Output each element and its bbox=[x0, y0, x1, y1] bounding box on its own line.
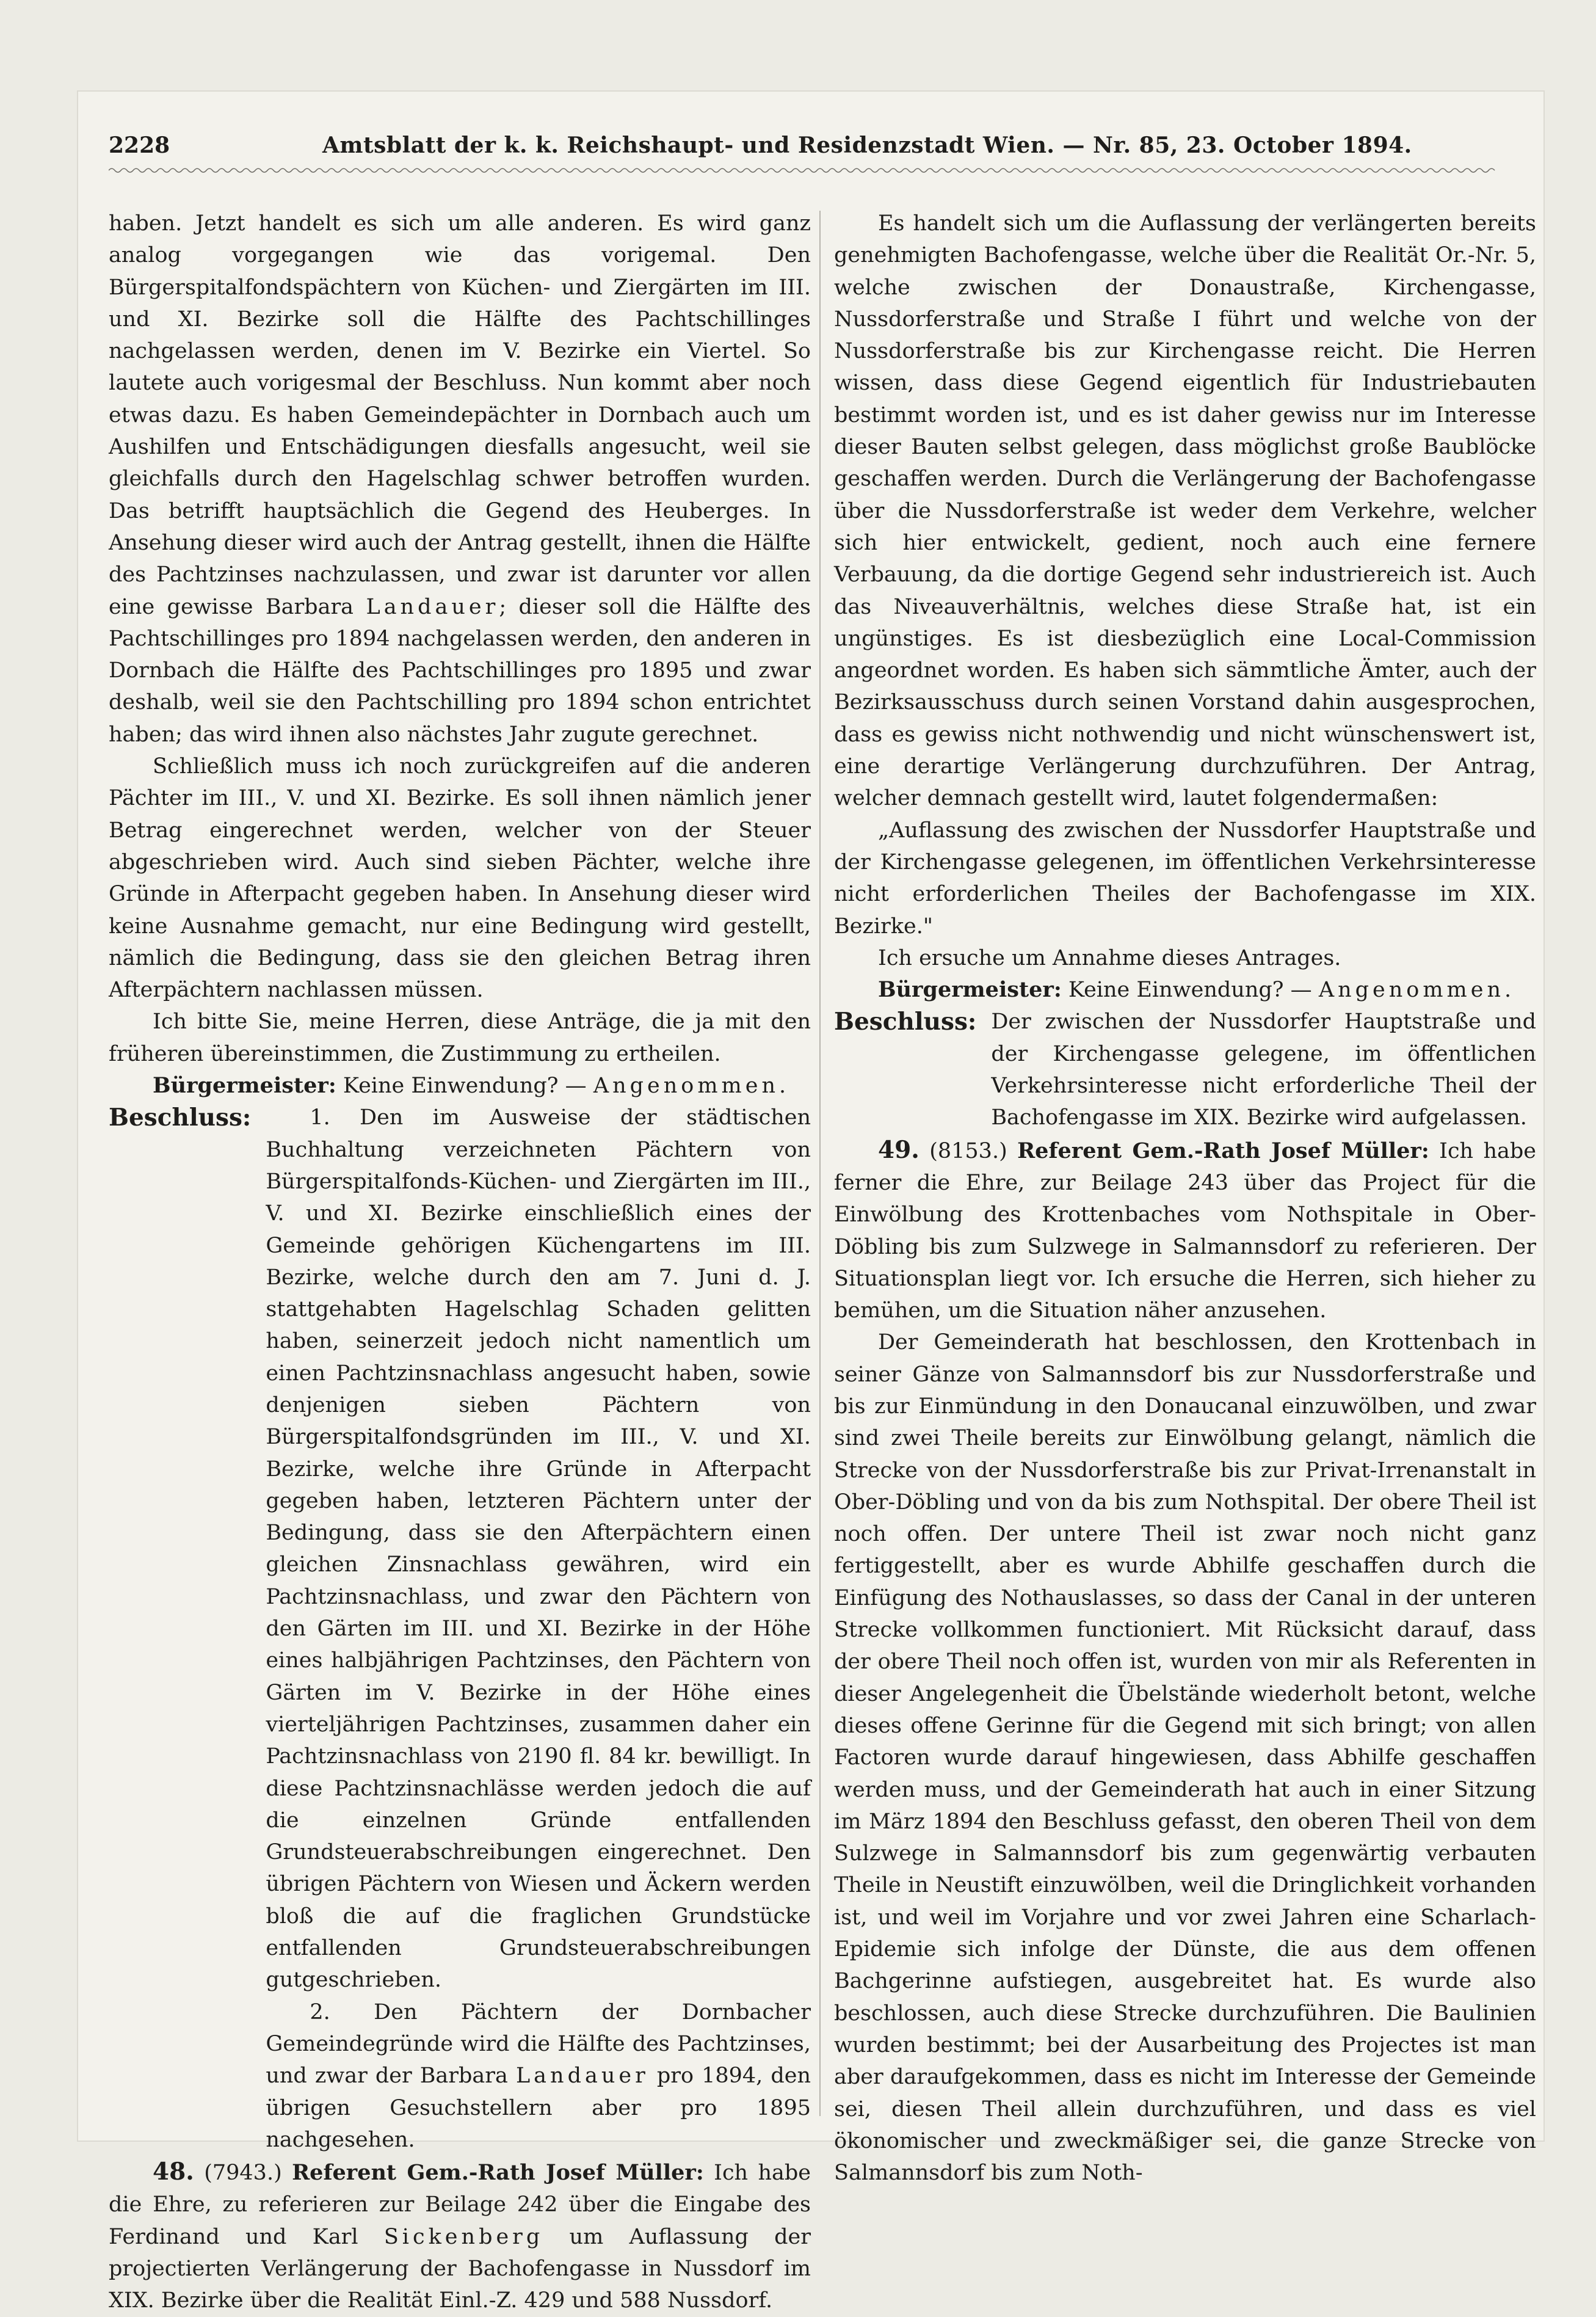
resolution bbox=[109, 1102, 811, 2156]
resolution-label: Beschluss: bbox=[834, 1008, 977, 1036]
resolution bbox=[834, 1006, 1536, 1133]
running-head: Amtsblatt der k. k. Reichshaupt- und Residenzstadt Wien. — Nr. 85, 23. October 1894. bbox=[322, 133, 1412, 158]
paragraph: Ich ersuche um Annahme dieses Antrages. bbox=[878, 945, 1341, 970]
left-column bbox=[109, 208, 811, 2317]
paragraph: Schließlich muss ich noch zurückgreifen auf die anderen Pächter im III., V. und XI. Bezirke. Es soll ihnen nämlich jener Betrag eingerechnet werden, welcher von der Steuer abgeschrieben wird. Auch sind sieben Pächter, welche ihre Gründe in Afterpacht gegeben haben. In Ansehung dieser wird keine Ausnahme gemacht, nur eine Bedingung wird gestellt, nämlich die Bedingung, dass sie den gleichen Betrag ihren Afterpächtern nachlassen müssen. bbox=[109, 754, 811, 1003]
item-reference: (7943.) bbox=[204, 2161, 282, 2186]
column-divider bbox=[819, 211, 821, 2116]
quoted-motion: „Auflassung des zwischen der Nussdorfer Hauptstraße und der Kirchengasse gelegenen, im öffentlichen Verkehrsinteresse nicht erforderlichen Theiles der Bachofengasse im XIX. Bezirke." bbox=[834, 818, 1536, 939]
speaker-label: Bürgermeister: bbox=[153, 1073, 336, 1099]
vote-result: Angenommen. bbox=[1318, 978, 1515, 1003]
resolution-text: Der zwischen der Nussdorfer Hauptstraße und der Kirchengasse gelegene, im öffentlichen Verkehrsinteresse nicht erforderliche Theil der Bachofengasse im XIX. Bezirke wird aufgelassen. bbox=[991, 1009, 1536, 1130]
right-column bbox=[834, 208, 1536, 2189]
item-number: 48. bbox=[153, 2158, 194, 2186]
speaker-label: Referent Gem.-Rath Josef Müller: bbox=[292, 2160, 704, 2186]
agenda-item-49: 49. (8153.) Referent Gem.-Rath Josef Müller: Ich habe ferner die Ehre, zur Beilage 243 über das Project für die Einwölbung des Krottenbaches vom Nothspitale in Ober-Döbling bis zum Sulzwege in Salmannsdorf zu referieren. Der Situationsplan liegt vor. Ich ersuche die Herren, sich hieher zu bemühen, um die Situation näher anzusehen. bbox=[834, 1135, 1536, 1323]
page-header bbox=[109, 127, 1498, 164]
page-number: 2228 bbox=[109, 133, 170, 158]
paragraph: Es handelt sich um die Auflassung der verlängerten bereits genehmigten Bachofengasse, welche über die Realität Or.-Nr. 5, welche zwischen der Donaustraße, Kirchengasse, Nussdorferstraße und Straße I führt und welche von der Nussdorferstraße bis zur Kirchengasse reicht. Die Herren wissen, dass diese Gegend eigentlich für Industriebauten bestimmt worden ist, und es ist daher gewiss nur im Interesse dieser Bauten selbst gelegen, dass möglichst große Baublöcke geschaffen werden. Durch die Verlängerung der Bachofengasse über die Nussdorferstraße ist weder dem Verkehre, welcher sich hier entwickelt, gedient, noch auch eine fernere Verbauung, da die dortige Gegend sehr industriereich ist. Auch das Niveauverhältnis, welches diese Straße hat, ist ein ungünstiges. Es ist diesbezüglich eine Local-Commission angeordnet worden. Es haben sich sämmtliche Ämter, auch der Bezirksausschuss durch seinen Vorstand dahin ausgesprochen, dass es gewiss nicht nothwendig und nicht wünschenswert ist, eine derartige Verlängerung durchzuführen. Der Antrag, welcher demnach gestellt wird, lautet folgendermaßen: bbox=[834, 211, 1536, 811]
mayor-statement: Bürgermeister: Keine Einwendung? — Angenommen. bbox=[878, 977, 1515, 1003]
person-name: Sickenberg bbox=[383, 2224, 544, 2249]
person-name: Landauer bbox=[366, 594, 499, 619]
paragraph: Ich bitte Sie, meine Herren, diese Anträge, die ja mit den früheren übereinstimmen, die Zustimmung zu ertheilen. bbox=[109, 1009, 811, 1066]
header-rule bbox=[109, 167, 1498, 174]
resolution-point-1: 1. Den im Ausweise der städtischen Buchhaltung verzeichneten Pächtern von Bürgerspitalfonds-Küchen- und Ziergärten im III., V. und XI. Bezirke einschließlich eines der Gemeinde gehörigen Küchengartens im III. Bezirke, welche durch den am 7. Juni d. J. stattgehabten Hagelschlag Schaden gelitten haben, seinerzeit jedoch nicht namentlich um einen Pachtzinsnachlass angesucht haben, sowie denjenigen sieben Pächtern von Bürgerspitalfondsgründen im III., V. und XI. Bezirke, welche ihre Gründe in Afterpacht gegeben haben, letzteren Pächtern unter der Bedingung, dass sie den Afterpächtern einen gleichen Zinsnachlass gewähren, wird ein Pachtzinsnachlass, und zwar den Pächtern von den Gärten im III. und XI. Bezirke in der Höhe eines halbjährigen Pachtzinses, den Pächtern von Gärten im V. Bezirke in der Höhe eines vierteljährigen Pachtzinses, zusammen daher ein Pachtzinsnachlass von 2190 fl. 84 kr. bewilligt. In diese Pachtzinsnachlässe werden jedoch die auf die einzelnen Gründe entfallenden Grundsteuerabschreibungen eingerechnet. Den übrigen Pächtern von Wiesen und Äckern werden bloß die auf die fraglichen Grundstücke entfallenden Grundsteuerabschreibungen gutgeschrieben. bbox=[266, 1105, 811, 1993]
resolution-point-2: 2. Den Pächtern der Dornbacher Gemeindegründe wird die Hälfte des Pachtzinses, und zwar der Barbara Landauer pro 1894, den übrigen Gesuchstellern aber pro 1895 nachgesehen. bbox=[266, 1999, 811, 2152]
speaker-label: Referent Gem.-Rath Josef Müller: bbox=[1017, 1138, 1429, 1163]
item-number: 49. bbox=[878, 1135, 920, 1164]
item-reference: (8153.) bbox=[929, 1138, 1007, 1163]
agenda-item-48: 48. (7943.) Referent Gem.-Rath Josef Müller: Ich habe die Ehre, zu referieren zur Beilage 242 über die Eingabe des Ferdinand und Karl Sickenberg um Auflassung der projectierten Verlängerung der Bachofengasse in Nussdorf im XIX. Bezirke über die Realität Einl.-Z. 429 und 588 Nussdorf. bbox=[109, 2158, 811, 2313]
speaker-label: Bürgermeister: bbox=[878, 977, 1062, 1003]
mayor-statement: Bürgermeister: Keine Einwendung? — Angenommen. bbox=[153, 1073, 790, 1099]
person-name: Landauer bbox=[515, 2064, 649, 2089]
paragraph: haben. Jetzt handelt es sich um alle anderen. Es wird ganz analog vorgegangen wie das vorigemal. Den Bürgerspitalfondspächtern von Küchen- und Ziergärten im III. und XI. Bezirke soll die Hälfte des Pachtschillinges nachgelassen werden, denen im V. Bezirke ein Viertel. So lautete auch vorigesmal der Beschluss. Nun kommt aber noch etwas dazu. Es haben Gemeindepächter in Dornbach auch um Aushilfen und Entschädigungen diesfalls angesucht, weil sie gleichfalls durch den Hagelschlag schwer betroffen wurden. Das betrifft hauptsächlich die Gegend des Heuberges. In Ansehung dieser wird auch der Antrag gestellt, ihnen die Hälfte des Pachtzinses nachzulassen, und zwar ist darunter vor allen eine gewisse Barbara Landauer; dieser soll die Hälfte des Pachtschillinges pro 1894 nachgelassen werden, den anderen in Dornbach die Hälfte des Pachtschillinges pro 1895 und zwar deshalb, weil sie den Pachtschilling pro 1894 schon entrichtet haben; das wird ihnen also nächstes Jahr zugute gerechnet. bbox=[109, 211, 811, 747]
paragraph: Der Gemeinderath hat beschlossen, den Krottenbach in seiner Gänze von Salmannsdorf bis zur Nussdorferstraße und bis zur Einmündung in den Donaucanal einzuwölben, und zwar sind zwei Theile bereits zur Einwölbung gelangt, nämlich die Strecke von der Nussdorferstraße bis zur Privat-Irrenanstalt in Ober-Döbling und von da bis zum Nothspital. Der obere Theil ist noch offen. Der untere Theil ist zwar noch nicht ganz fertiggestellt, aber es wurde Abhilfe geschaffen durch die Einfügung des Nothauslasses, so dass der Canal in der unteren Strecke vollkommen functioniert. Mit Rücksicht darauf, dass der obere Theil noch offen ist, wurden von mir als Referenten in dieser Angelegenheit die Übelstände wiederholt betont, welche dieses offene Gerinne für die Gegend mit sich bringt; von allen Factoren wurde darauf hingewiesen, dass Abhilfe geschaffen werden muss, und der Gemeinderath hat auch in einer Sitzung im März 1894 den Beschluss gefasst, den oberen Theil von dem Sulzwege in Salmannsdorf bis zum gegenwärtig verbauten Theile in Neustift einzuwölben, weil die Dringlichkeit vorhanden ist, und weil im Vorjahre und vor zwei Jahren eine Scharlach-Epidemie sich infolge der Dünste, die aus dem offenen Bachgerinne aufstiegen, ausgebreitet hat. Es wurde also beschlossen, auch diese Strecke durchzuführen. Die Baulinien wurden bestimmt; bei der Ausarbeitung des Projectes ist man aber daraufgekommen, dass es nicht im Interesse der Gemeinde sei, diesen Theil allein durchzuführen, und dass es viel ökonomischer und zweckmäßiger sei, die ganze Strecke von Salmannsdorf bis zum Noth- bbox=[834, 1330, 1536, 2186]
resolution-label: Beschluss: bbox=[109, 1104, 252, 1132]
vote-result: Angenommen. bbox=[593, 1074, 790, 1099]
newspaper-page bbox=[78, 92, 1543, 2313]
